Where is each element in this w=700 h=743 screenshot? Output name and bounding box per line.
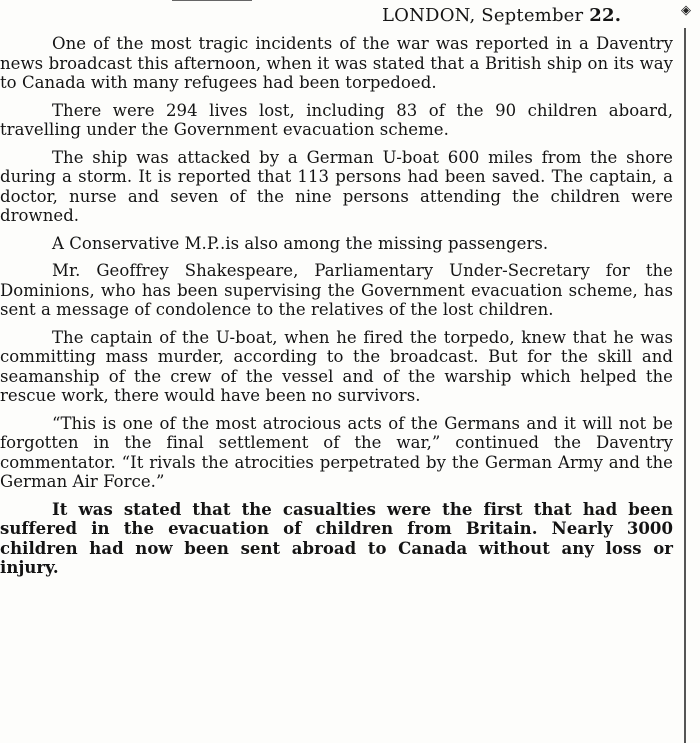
dateline-city: LONDON, September xyxy=(382,5,584,26)
dateline-day: 22. xyxy=(589,5,622,26)
top-rule xyxy=(172,0,252,7)
paragraph: One of the most tragic incidents of the war was reported in a Daventry news broadcast this afternoon, when it was stated that a British ship on its way to Canada with many refugees had been torpedoed. xyxy=(0,34,673,92)
paragraph: The captain of the U-boat, when he fired the torpedo, knew that he was committing mass murder, according to the broadcast. But for the skill and seamanship of the crew of the vessel and of the warship which helped the rescue work, there would have been no survivors. xyxy=(0,327,673,405)
paragraph: There were 294 lives lost, including 83 of the 90 children aboard, travelling under the Government evacuation scheme. xyxy=(0,100,673,139)
paragraph: Mr. Geoffrey Shakespeare, Parliamentary Under-Secretary for the Dominions, who has been supervising the Government evacuation scheme, has sent a message of condolence to the relatives of the lost children. xyxy=(0,261,673,319)
column-rule xyxy=(684,28,686,743)
dateline xyxy=(382,5,621,26)
paragraph: It was stated that the casualties were the first that had been suffered in the evacuation of children from Britain. Nearly 3000 children had now been sent abroad to Canada without any loss or injury. xyxy=(0,499,673,577)
paragraph: A Conservative M.P..is also among the missing passengers. xyxy=(52,233,549,253)
paragraph: “This is one of the most atrocious acts of the Germans and it will not be forgotten in the final settlement of the war,” continued the Daventry commentator. “It rivals the atrocities perpetrated by the German Army and the German Air Force.” xyxy=(0,413,673,491)
paragraph: The ship was attacked by a German U-boat 600 miles from the shore during a storm. It is reported that 113 persons had been saved. The captain, a doctor, nurse and seven of the nine persons attending the children were drowned. xyxy=(0,147,673,225)
corner-diamond-icon: ◈ xyxy=(681,3,691,18)
article-body xyxy=(0,34,673,586)
